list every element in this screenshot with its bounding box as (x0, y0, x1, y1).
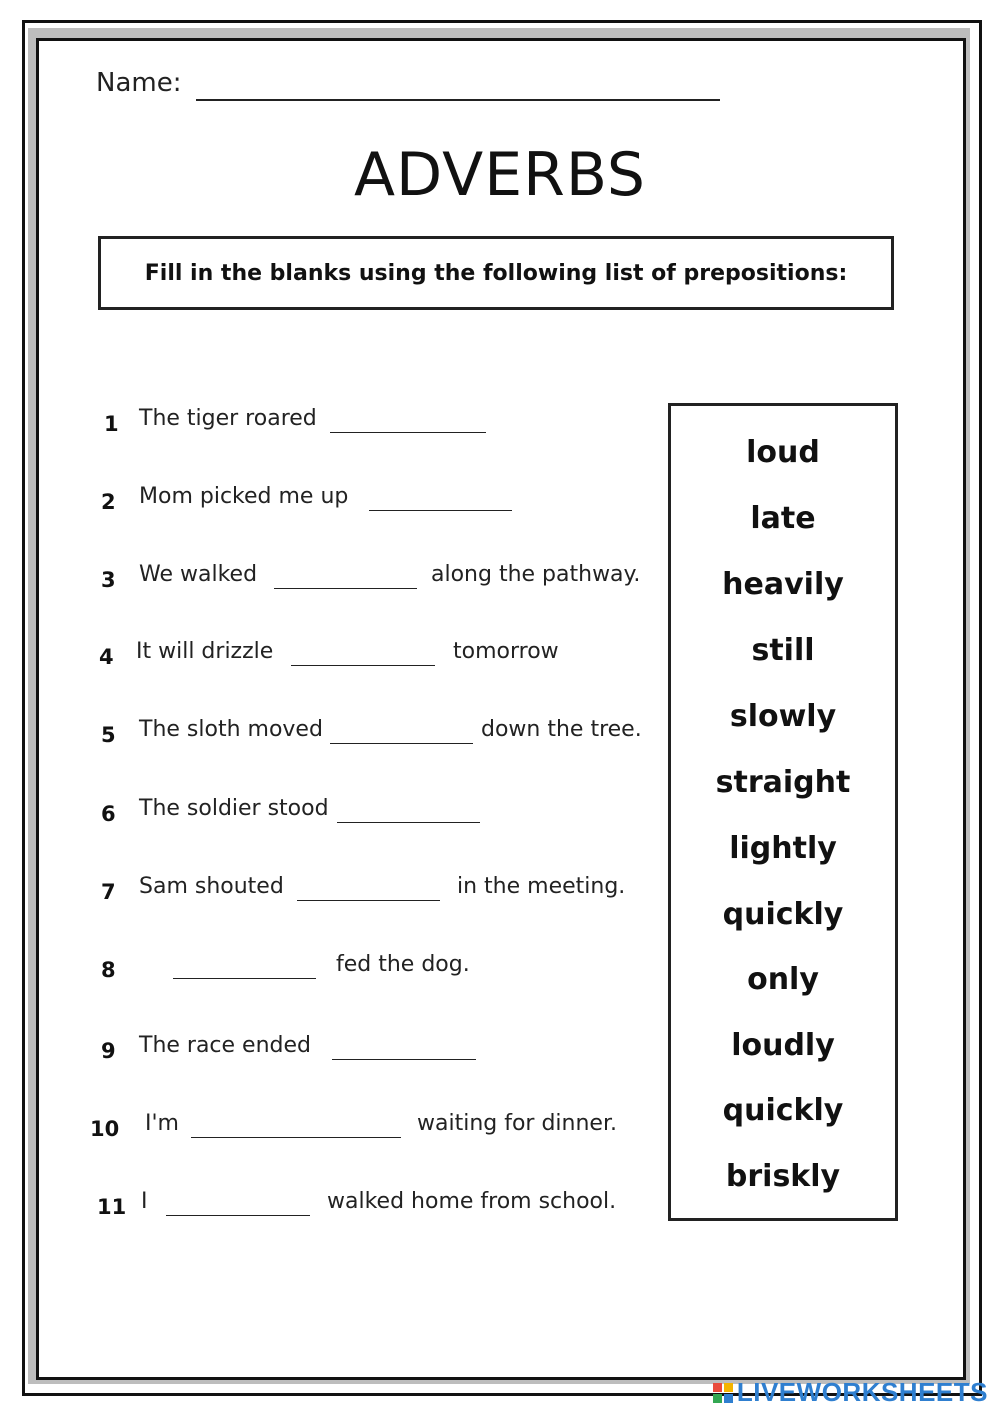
question-text-after: in the meeting. (457, 874, 626, 899)
question-row (0, 478, 660, 518)
answer-blank[interactable] (297, 900, 440, 901)
answer-blank[interactable] (332, 1059, 476, 1060)
word-bank-item: still (751, 633, 815, 668)
question-row (0, 711, 660, 751)
question-number: 3 (101, 568, 116, 592)
question-number: 10 (90, 1117, 120, 1141)
word-bank (668, 403, 898, 1221)
question-text-before: Mom picked me up (139, 484, 349, 509)
question-text-after: down the tree. (481, 717, 642, 742)
word-bank-item: loud (746, 435, 820, 470)
question-text-before: It will drizzle (136, 639, 274, 664)
word-bank-item: loudly (731, 1028, 835, 1063)
page-title: ADVERBS (353, 140, 647, 210)
question-number: 11 (97, 1195, 127, 1219)
question-number: 9 (101, 1039, 116, 1063)
question-row (0, 790, 660, 830)
word-bank-item: heavily (722, 567, 844, 602)
question-text-before: The sloth moved (139, 717, 323, 742)
word-bank-item: lightly (729, 831, 837, 866)
question-text-before: The race ended (139, 1033, 312, 1058)
question-row (0, 1105, 660, 1145)
word-bank-item: briskly (725, 1159, 841, 1194)
logo-text: LIVEWORKSHEETS (736, 1377, 988, 1407)
answer-blank[interactable] (274, 588, 417, 589)
instruction-text: Fill in the blanks using the following list of prepositions: (144, 260, 848, 286)
question-row (0, 868, 660, 908)
question-number: 8 (101, 958, 116, 982)
answer-blank[interactable] (191, 1137, 401, 1138)
name-blank[interactable] (196, 99, 720, 101)
question-number: 7 (101, 880, 116, 904)
word-bank-item: quickly (722, 897, 844, 932)
question-number: 1 (104, 412, 119, 436)
question-row (0, 400, 660, 440)
answer-blank[interactable] (330, 743, 473, 744)
instruction-box (98, 236, 894, 310)
answer-blank[interactable] (330, 432, 486, 433)
question-number: 2 (101, 490, 116, 514)
question-text-after: tomorrow (453, 639, 559, 664)
logo-mark-icon (713, 1383, 733, 1403)
question-text-after: walked home from school. (327, 1189, 617, 1214)
question-text-before: I'm (145, 1111, 179, 1136)
question-number: 5 (101, 723, 116, 747)
question-text-before: The soldier stood (139, 796, 329, 821)
word-bank-item: slowly (729, 699, 837, 734)
answer-blank[interactable] (337, 822, 480, 823)
question-row (0, 633, 660, 673)
question-text-before: I (141, 1189, 148, 1214)
answer-blank[interactable] (166, 1215, 310, 1216)
question-row (0, 1183, 660, 1223)
answer-blank[interactable] (369, 510, 512, 511)
word-bank-item: straight (715, 765, 851, 800)
word-bank-item: only (747, 962, 819, 997)
answer-blank[interactable] (291, 665, 435, 666)
question-row (0, 1027, 660, 1067)
question-text-after: along the pathway. (431, 562, 641, 587)
question-text-after: waiting for dinner. (417, 1111, 617, 1136)
answer-blank[interactable] (173, 978, 316, 979)
question-number: 6 (101, 802, 116, 826)
question-text-before: Sam shouted (139, 874, 284, 899)
question-text-before: The tiger roared (139, 406, 317, 431)
word-bank-item: quickly (722, 1093, 844, 1128)
word-bank-item: late (750, 501, 816, 536)
liveworksheets-logo (713, 1377, 988, 1408)
question-number: 4 (99, 645, 114, 669)
question-row (0, 946, 660, 986)
question-text-before: We walked (139, 562, 258, 587)
question-row (0, 556, 660, 596)
name-label: Name: (96, 68, 182, 98)
question-text-after: fed the dog. (336, 952, 470, 977)
